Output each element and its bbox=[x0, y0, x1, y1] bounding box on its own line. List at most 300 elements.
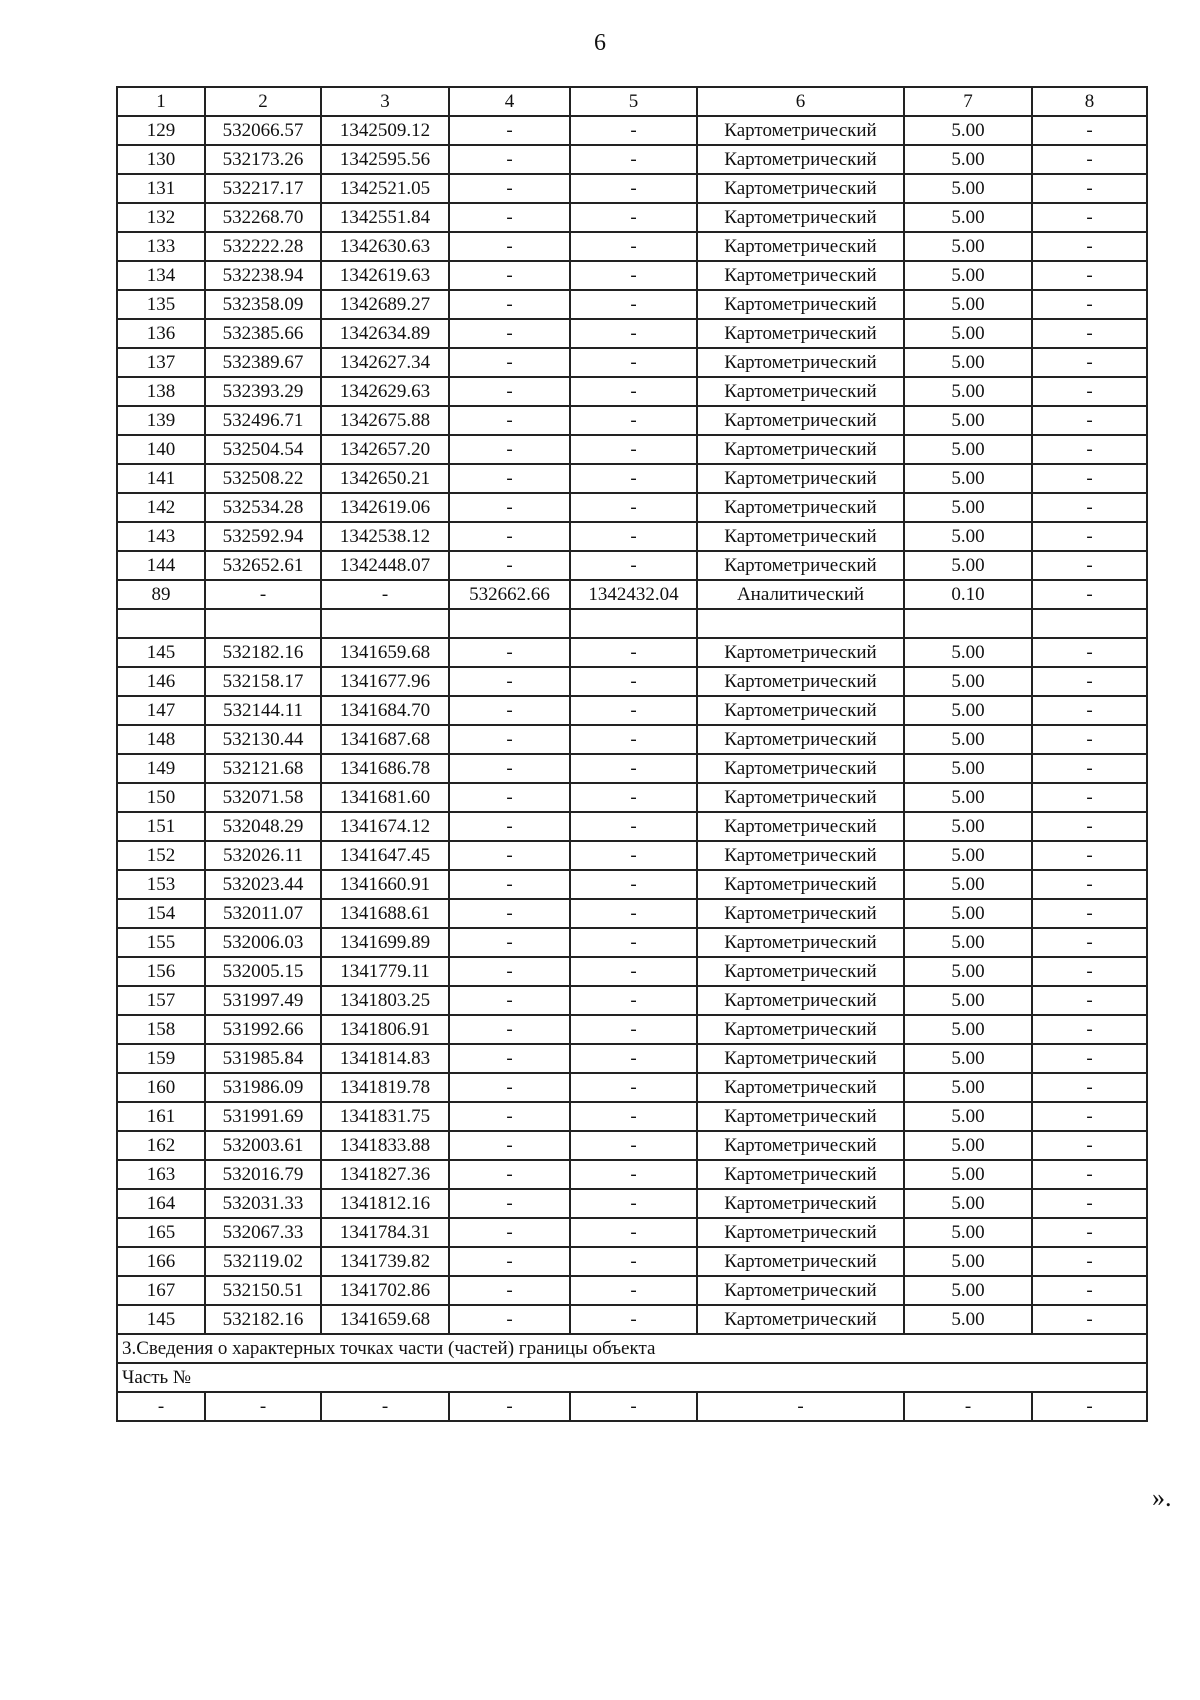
table-cell-col-2: 532652.61 bbox=[205, 551, 321, 580]
table-cell-col-8: - bbox=[1032, 1247, 1147, 1276]
table-cell-col-3: 1341739.82 bbox=[321, 1247, 449, 1276]
table-row bbox=[117, 261, 1147, 290]
table-cell-col-4: - bbox=[449, 406, 570, 435]
table-row bbox=[117, 928, 1147, 957]
table-cell-col-7: 5.00 bbox=[904, 1160, 1032, 1189]
table-row bbox=[117, 841, 1147, 870]
table-cell-col-8: - bbox=[1032, 1305, 1147, 1334]
table-cell-col-1: 1 bbox=[117, 87, 205, 116]
table-cell-col-3: 1341806.91 bbox=[321, 1015, 449, 1044]
table-cell-col-7: 5.00 bbox=[904, 957, 1032, 986]
table-cell-col-2: 531997.49 bbox=[205, 986, 321, 1015]
table-cell-col-1: 142 bbox=[117, 493, 205, 522]
table-cell-col-2: 532504.54 bbox=[205, 435, 321, 464]
table-row bbox=[117, 174, 1147, 203]
table-cell-col-6: Картометрический bbox=[697, 754, 904, 783]
table-cell-col-5: - bbox=[570, 435, 697, 464]
table-cell-col-3: 1342619.63 bbox=[321, 261, 449, 290]
table-cell-col-4: - bbox=[449, 203, 570, 232]
table-cell-col-4: - bbox=[449, 1218, 570, 1247]
part-label-row-text: Часть № bbox=[117, 1363, 1147, 1392]
table-cell-col-6: Картометрический bbox=[697, 638, 904, 667]
table-cell-col-3: 1341833.88 bbox=[321, 1131, 449, 1160]
table-cell-col-3: 1342657.20 bbox=[321, 435, 449, 464]
table-cell-col-3: - bbox=[321, 580, 449, 609]
table-cell-col-5: 5 bbox=[570, 87, 697, 116]
table-cell-col-2: 531985.84 bbox=[205, 1044, 321, 1073]
table-cell-col-8: - bbox=[1032, 899, 1147, 928]
table-cell-col-5: - bbox=[570, 1189, 697, 1218]
table-cell-col-2: 532173.26 bbox=[205, 145, 321, 174]
table-cell-col-1: 166 bbox=[117, 1247, 205, 1276]
table-cell-col-1: 131 bbox=[117, 174, 205, 203]
table-cell-col-6: Картометрический bbox=[697, 1218, 904, 1247]
table-cell-col-8: - bbox=[1032, 203, 1147, 232]
table-cell-col-7: 5.00 bbox=[904, 1044, 1032, 1073]
table-cell-col-8: - bbox=[1032, 1189, 1147, 1218]
table-cell-col-4: - bbox=[449, 1189, 570, 1218]
table-cell-col-7: - bbox=[904, 1392, 1032, 1421]
table-cell-col-4: - bbox=[449, 522, 570, 551]
table-cell-col-4: - bbox=[449, 1044, 570, 1073]
table-cell-col-8: - bbox=[1032, 232, 1147, 261]
table-cell-col-8: - bbox=[1032, 957, 1147, 986]
table-row bbox=[117, 1015, 1147, 1044]
table-row bbox=[117, 1247, 1147, 1276]
table-cell-col-1: 148 bbox=[117, 725, 205, 754]
table-cell-col-2 bbox=[205, 609, 321, 638]
table-cell-col-1: 141 bbox=[117, 464, 205, 493]
table-row bbox=[117, 1218, 1147, 1247]
table-row bbox=[117, 145, 1147, 174]
table-cell-col-1: 161 bbox=[117, 1102, 205, 1131]
table-cell-col-1: 162 bbox=[117, 1131, 205, 1160]
table-cell-col-5: - bbox=[570, 1276, 697, 1305]
table-cell-col-3: 1341819.78 bbox=[321, 1073, 449, 1102]
table-row bbox=[117, 377, 1147, 406]
table-cell-col-7: 5.00 bbox=[904, 174, 1032, 203]
table-cell-col-4: - bbox=[449, 1073, 570, 1102]
table-cell-col-3: 1341827.36 bbox=[321, 1160, 449, 1189]
table-cell-col-1: 156 bbox=[117, 957, 205, 986]
table-cell-col-5 bbox=[570, 609, 697, 638]
table-row bbox=[117, 870, 1147, 899]
table-cell-col-1: 149 bbox=[117, 754, 205, 783]
table-cell-col-4: - bbox=[449, 957, 570, 986]
table-cell-col-1: 130 bbox=[117, 145, 205, 174]
table-cell-col-6: Картометрический bbox=[697, 1044, 904, 1073]
table-cell-col-5: - bbox=[570, 551, 697, 580]
table-cell-col-1: 138 bbox=[117, 377, 205, 406]
table-cell-col-7: 5.00 bbox=[904, 1247, 1032, 1276]
table-cell-col-2: 531991.69 bbox=[205, 1102, 321, 1131]
table-cell-col-4: - bbox=[449, 1247, 570, 1276]
table-cell-col-1: 154 bbox=[117, 899, 205, 928]
table-cell-col-1 bbox=[117, 609, 205, 638]
table-cell-col-5: - bbox=[570, 1102, 697, 1131]
table-cell-col-3: 1341702.86 bbox=[321, 1276, 449, 1305]
table-cell-col-1: 155 bbox=[117, 928, 205, 957]
table-cell-col-4: - bbox=[449, 261, 570, 290]
table-cell-col-1: 159 bbox=[117, 1044, 205, 1073]
table-cell-col-7: 5.00 bbox=[904, 986, 1032, 1015]
table-cell-col-4: - bbox=[449, 1305, 570, 1334]
table-cell-col-7: 5.00 bbox=[904, 638, 1032, 667]
table-cell-col-1: 160 bbox=[117, 1073, 205, 1102]
table-cell-col-6: Картометрический bbox=[697, 493, 904, 522]
table-cell-col-6: Картометрический bbox=[697, 290, 904, 319]
table-cell-col-3: 1341687.68 bbox=[321, 725, 449, 754]
table-row bbox=[117, 986, 1147, 1015]
table-cell-col-6: Картометрический bbox=[697, 319, 904, 348]
table-cell-col-8: - bbox=[1032, 1218, 1147, 1247]
table-cell-col-1: 151 bbox=[117, 812, 205, 841]
table-cell-col-2: 532016.79 bbox=[205, 1160, 321, 1189]
table-cell-col-7: 5.00 bbox=[904, 754, 1032, 783]
table-cell-col-5: - bbox=[570, 696, 697, 725]
table-row bbox=[117, 754, 1147, 783]
table-cell-col-5: - bbox=[570, 638, 697, 667]
table-cell-col-4: 532662.66 bbox=[449, 580, 570, 609]
table-cell-col-2: 2 bbox=[205, 87, 321, 116]
table-cell-col-1: 157 bbox=[117, 986, 205, 1015]
table-row bbox=[117, 1305, 1147, 1334]
table-row bbox=[117, 435, 1147, 464]
table-cell-col-3: 1342538.12 bbox=[321, 522, 449, 551]
table-cell-col-1: 153 bbox=[117, 870, 205, 899]
closing-quote-mark: ». bbox=[1152, 1483, 1172, 1512]
table-cell-col-8: - bbox=[1032, 1160, 1147, 1189]
table-cell-col-4: - bbox=[449, 493, 570, 522]
table-cell-col-2: 532006.03 bbox=[205, 928, 321, 957]
table-cell-col-6: Картометрический bbox=[697, 696, 904, 725]
table-cell-col-2: 532048.29 bbox=[205, 812, 321, 841]
table-row bbox=[117, 290, 1147, 319]
table-cell-col-6: Картометрический bbox=[697, 551, 904, 580]
table-row bbox=[117, 1131, 1147, 1160]
table-cell-col-5: - bbox=[570, 377, 697, 406]
table-cell-col-8: - bbox=[1032, 841, 1147, 870]
table-cell-col-7: 7 bbox=[904, 87, 1032, 116]
table-cell-col-7: 5.00 bbox=[904, 1218, 1032, 1247]
table-cell-col-7: 5.00 bbox=[904, 1131, 1032, 1160]
table-cell-col-2: 532005.15 bbox=[205, 957, 321, 986]
table-cell-col-3: 1341814.83 bbox=[321, 1044, 449, 1073]
table-cell-col-2: - bbox=[205, 1392, 321, 1421]
table-cell-col-5: - bbox=[570, 667, 697, 696]
table-cell-col-3: 1342630.63 bbox=[321, 232, 449, 261]
table-cell-col-3: 1341784.31 bbox=[321, 1218, 449, 1247]
table-row bbox=[117, 203, 1147, 232]
table-cell-col-5: - bbox=[570, 1392, 697, 1421]
table-cell-col-6: Картометрический bbox=[697, 812, 904, 841]
table-row bbox=[117, 348, 1147, 377]
table-cell-col-4: - bbox=[449, 348, 570, 377]
table-row bbox=[117, 580, 1147, 609]
table-cell-col-5: - bbox=[570, 870, 697, 899]
table-cell-col-7: 5.00 bbox=[904, 1305, 1032, 1334]
table-cell-col-2: 532130.44 bbox=[205, 725, 321, 754]
table-cell-col-7: 5.00 bbox=[904, 870, 1032, 899]
table-cell-col-2: 532508.22 bbox=[205, 464, 321, 493]
table-cell-col-6: Картометрический bbox=[697, 435, 904, 464]
table-cell-col-4: - bbox=[449, 1276, 570, 1305]
table-cell-col-1: 134 bbox=[117, 261, 205, 290]
table-row bbox=[117, 957, 1147, 986]
table-cell-col-4: - bbox=[449, 754, 570, 783]
table-cell-col-8: - bbox=[1032, 1044, 1147, 1073]
table-row bbox=[117, 899, 1147, 928]
table-cell-col-3: 1341686.78 bbox=[321, 754, 449, 783]
table-cell-col-5: - bbox=[570, 290, 697, 319]
table-cell-col-4: - bbox=[449, 435, 570, 464]
table-cell-col-4 bbox=[449, 609, 570, 638]
table-row bbox=[117, 783, 1147, 812]
table-cell-col-2: 532222.28 bbox=[205, 232, 321, 261]
table-cell-col-7: 5.00 bbox=[904, 522, 1032, 551]
table-cell-col-7: 5.00 bbox=[904, 493, 1032, 522]
table-cell-col-1: 167 bbox=[117, 1276, 205, 1305]
table-cell-col-7: 5.00 bbox=[904, 899, 1032, 928]
table-cell-col-1: 136 bbox=[117, 319, 205, 348]
table-cell-col-2: 532389.67 bbox=[205, 348, 321, 377]
table-cell-col-1: 144 bbox=[117, 551, 205, 580]
table-cell-col-2: 532066.57 bbox=[205, 116, 321, 145]
table-header-row bbox=[117, 87, 1147, 116]
table-cell-col-6: Картометрический bbox=[697, 957, 904, 986]
table-cell-col-7: 5.00 bbox=[904, 261, 1032, 290]
table-cell-col-1: 150 bbox=[117, 783, 205, 812]
table-cell-col-8: - bbox=[1032, 464, 1147, 493]
table-cell-col-7: 5.00 bbox=[904, 203, 1032, 232]
table-cell-col-1: 146 bbox=[117, 667, 205, 696]
table-cell-col-8: - bbox=[1032, 1276, 1147, 1305]
table-cell-col-8 bbox=[1032, 609, 1147, 638]
table-cell-col-2: 532182.16 bbox=[205, 638, 321, 667]
table-cell-col-6: 6 bbox=[697, 87, 904, 116]
table-cell-col-8: - bbox=[1032, 348, 1147, 377]
table-cell-col-8: - bbox=[1032, 493, 1147, 522]
table-cell-col-4: - bbox=[449, 116, 570, 145]
table-cell-col-3: 1341779.11 bbox=[321, 957, 449, 986]
table-cell-col-5: - bbox=[570, 145, 697, 174]
table-cell-col-5: - bbox=[570, 406, 697, 435]
table-cell-col-7: 5.00 bbox=[904, 1015, 1032, 1044]
table-cell-col-8: - bbox=[1032, 1131, 1147, 1160]
table-cell-col-1: 132 bbox=[117, 203, 205, 232]
table-cell-col-7: 5.00 bbox=[904, 1073, 1032, 1102]
table-cell-col-3: 1341699.89 bbox=[321, 928, 449, 957]
table-cell-col-3 bbox=[321, 609, 449, 638]
table-cell-col-5: - bbox=[570, 348, 697, 377]
table-cell-col-6: Картометрический bbox=[697, 783, 904, 812]
table-cell-col-6: - bbox=[697, 1392, 904, 1421]
table-cell-col-2: 532182.16 bbox=[205, 1305, 321, 1334]
table-cell-col-4: - bbox=[449, 377, 570, 406]
table-cell-col-6: Картометрический bbox=[697, 145, 904, 174]
table-cell-col-6: Картометрический bbox=[697, 841, 904, 870]
table-cell-col-7: 5.00 bbox=[904, 783, 1032, 812]
table-row bbox=[117, 522, 1147, 551]
table-cell-col-4: - bbox=[449, 551, 570, 580]
table-cell-col-6: Картометрический bbox=[697, 261, 904, 290]
table-cell-col-1: 129 bbox=[117, 116, 205, 145]
table-cell-col-6: Аналитический bbox=[697, 580, 904, 609]
table-row bbox=[117, 1073, 1147, 1102]
table-cell-col-5: - bbox=[570, 1073, 697, 1102]
table-cell-col-4: - bbox=[449, 725, 570, 754]
table-cell-col-3: 1341659.68 bbox=[321, 1305, 449, 1334]
table-cell-col-8: - bbox=[1032, 725, 1147, 754]
table-cell-col-8: - bbox=[1032, 1102, 1147, 1131]
table-cell-col-7: 5.00 bbox=[904, 667, 1032, 696]
table-cell-col-3: 1342629.63 bbox=[321, 377, 449, 406]
table-cell-col-5: - bbox=[570, 1160, 697, 1189]
table-cell-col-3: - bbox=[321, 1392, 449, 1421]
table-row bbox=[117, 638, 1147, 667]
table-cell-col-2: 532358.09 bbox=[205, 290, 321, 319]
table-cell-col-7: 5.00 bbox=[904, 290, 1032, 319]
table-row bbox=[117, 232, 1147, 261]
table-cell-col-8: 8 bbox=[1032, 87, 1147, 116]
table-cell-col-7: 5.00 bbox=[904, 1189, 1032, 1218]
table-cell-col-4: - bbox=[449, 870, 570, 899]
table-cell-col-5: - bbox=[570, 203, 697, 232]
table-cell-col-4: - bbox=[449, 899, 570, 928]
table-cell-col-3: 1341677.96 bbox=[321, 667, 449, 696]
table-cell-col-1: 164 bbox=[117, 1189, 205, 1218]
table-cell-col-3: 1342509.12 bbox=[321, 116, 449, 145]
table-cell-col-2: 532268.70 bbox=[205, 203, 321, 232]
table-row bbox=[117, 551, 1147, 580]
table-cell-col-4: - bbox=[449, 1392, 570, 1421]
table-cell-col-4: - bbox=[449, 812, 570, 841]
table-cell-col-2: 532393.29 bbox=[205, 377, 321, 406]
table-row bbox=[117, 1189, 1147, 1218]
table-cell-col-3: 1341812.16 bbox=[321, 1189, 449, 1218]
table-cell-col-2: 532121.68 bbox=[205, 754, 321, 783]
table-cell-col-4: - bbox=[449, 232, 570, 261]
table-cell-col-8: - bbox=[1032, 667, 1147, 696]
table-cell-col-3: 3 bbox=[321, 87, 449, 116]
table-cell-col-2: 532067.33 bbox=[205, 1218, 321, 1247]
table-row bbox=[117, 609, 1147, 638]
table-cell-col-3: 1341660.91 bbox=[321, 870, 449, 899]
table-cell-col-7: 5.00 bbox=[904, 725, 1032, 754]
table-cell-col-1: 145 bbox=[117, 1305, 205, 1334]
table-cell-col-1: - bbox=[117, 1392, 205, 1421]
table-cell-col-1: 133 bbox=[117, 232, 205, 261]
table-cell-col-1: 165 bbox=[117, 1218, 205, 1247]
table-cell-col-2: 532238.94 bbox=[205, 261, 321, 290]
table-row bbox=[117, 493, 1147, 522]
table-cell-col-1: 137 bbox=[117, 348, 205, 377]
table-cell-col-4: 4 bbox=[449, 87, 570, 116]
table-cell-col-2: 532385.66 bbox=[205, 319, 321, 348]
table-cell-col-7: 5.00 bbox=[904, 116, 1032, 145]
table-cell-col-4: - bbox=[449, 464, 570, 493]
table-cell-col-6: Картометрический bbox=[697, 1102, 904, 1131]
table-cell-col-2: 532592.94 bbox=[205, 522, 321, 551]
table-cell-col-5: 1342432.04 bbox=[570, 580, 697, 609]
table-cell-col-6: Картометрический bbox=[697, 928, 904, 957]
table-cell-col-3: 1341684.70 bbox=[321, 696, 449, 725]
part-label-row bbox=[117, 1363, 1147, 1392]
table-cell-col-6: Картометрический bbox=[697, 870, 904, 899]
table-cell-col-2: 532150.51 bbox=[205, 1276, 321, 1305]
table-cell-col-3: 1342634.89 bbox=[321, 319, 449, 348]
table-cell-col-7: 5.00 bbox=[904, 551, 1032, 580]
table-cell-col-8: - bbox=[1032, 812, 1147, 841]
table-cell-col-5: - bbox=[570, 1131, 697, 1160]
table-cell-col-8: - bbox=[1032, 928, 1147, 957]
table-cell-col-7: 5.00 bbox=[904, 232, 1032, 261]
table-cell-col-2: 532003.61 bbox=[205, 1131, 321, 1160]
table-cell-col-5: - bbox=[570, 725, 697, 754]
table-cell-col-1: 145 bbox=[117, 638, 205, 667]
table-cell-col-3: 1341659.68 bbox=[321, 638, 449, 667]
table-cell-col-6: Картометрический bbox=[697, 899, 904, 928]
table-cell-col-8: - bbox=[1032, 783, 1147, 812]
table-cell-col-5: - bbox=[570, 522, 697, 551]
table-cell-col-5: - bbox=[570, 1218, 697, 1247]
table-cell-col-5: - bbox=[570, 1044, 697, 1073]
table-cell-col-1: 158 bbox=[117, 1015, 205, 1044]
table-cell-col-7: 5.00 bbox=[904, 377, 1032, 406]
table-cell-col-6: Картометрический bbox=[697, 1305, 904, 1334]
table-cell-col-2: 532023.44 bbox=[205, 870, 321, 899]
table-cell-col-3: 1342448.07 bbox=[321, 551, 449, 580]
table-cell-col-4: - bbox=[449, 928, 570, 957]
table-cell-col-5: - bbox=[570, 232, 697, 261]
coordinates-table bbox=[116, 86, 1148, 1422]
table-cell-col-6: Картометрический bbox=[697, 1131, 904, 1160]
table-cell-col-1: 152 bbox=[117, 841, 205, 870]
table-cell-col-4: - bbox=[449, 1160, 570, 1189]
table-row bbox=[117, 696, 1147, 725]
table-cell-col-2: 532144.11 bbox=[205, 696, 321, 725]
table-cell-col-2: 532011.07 bbox=[205, 899, 321, 928]
table-cell-col-4: - bbox=[449, 667, 570, 696]
table-cell-col-8: - bbox=[1032, 1015, 1147, 1044]
table-cell-col-8: - bbox=[1032, 261, 1147, 290]
table-cell-col-5: - bbox=[570, 783, 697, 812]
table-cell-col-5: - bbox=[570, 493, 697, 522]
table-cell-col-2: 531992.66 bbox=[205, 1015, 321, 1044]
table-cell-col-5: - bbox=[570, 1247, 697, 1276]
table-cell-col-1: 140 bbox=[117, 435, 205, 464]
table-cell-col-8: - bbox=[1032, 319, 1147, 348]
table-cell-col-7: 5.00 bbox=[904, 696, 1032, 725]
table-cell-col-6: Картометрический bbox=[697, 348, 904, 377]
table-cell-col-2: 532217.17 bbox=[205, 174, 321, 203]
table-cell-col-3: 1341831.75 bbox=[321, 1102, 449, 1131]
table-cell-col-5: - bbox=[570, 812, 697, 841]
table-row-last bbox=[117, 1392, 1147, 1421]
table-cell-col-1: 163 bbox=[117, 1160, 205, 1189]
table-cell-col-5: - bbox=[570, 1305, 697, 1334]
table-cell-col-4: - bbox=[449, 1015, 570, 1044]
table-cell-col-8: - bbox=[1032, 1073, 1147, 1102]
table-cell-col-6: Картометрический bbox=[697, 1189, 904, 1218]
table-cell-col-7: 5.00 bbox=[904, 1276, 1032, 1305]
table-cell-col-8: - bbox=[1032, 290, 1147, 319]
table-row bbox=[117, 1276, 1147, 1305]
table-cell-col-1: 135 bbox=[117, 290, 205, 319]
page-number: 6 bbox=[594, 30, 606, 56]
table-cell-col-2: 531986.09 bbox=[205, 1073, 321, 1102]
table-cell-col-8: - bbox=[1032, 1392, 1147, 1421]
